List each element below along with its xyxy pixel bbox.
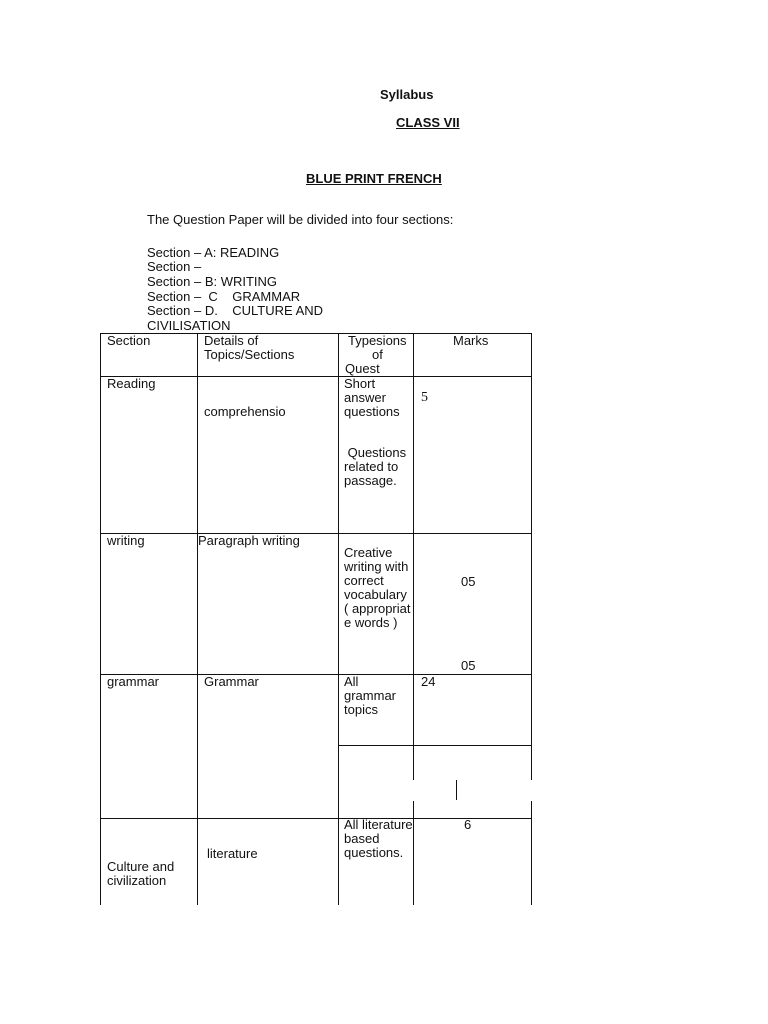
row-reading-details: comprehensio (204, 404, 286, 419)
row-writing-types: writing with (344, 559, 409, 574)
row-writing-types: correct (344, 573, 384, 588)
row-writing-marks: 05 (461, 574, 476, 589)
row-grammar-types: All (344, 674, 359, 689)
section-item: Section – (147, 259, 202, 274)
row-reading-types: related to (344, 459, 399, 474)
header-marks: Marks (453, 333, 489, 348)
section-item: Section – C GRAMMAR (147, 289, 301, 304)
header-types-line2: of (372, 347, 383, 362)
row-culture-marks: 6 (464, 817, 472, 832)
row-reading-types: Short (344, 376, 376, 391)
row-reading-types: passage. (344, 473, 397, 488)
table-border (531, 801, 532, 905)
row-culture-types: questions. (344, 845, 404, 860)
intro-text: The Question Paper will be divided into four sections: (147, 212, 454, 227)
header-details-line1: Details of (204, 333, 259, 348)
table-border (338, 745, 532, 746)
row-grammar-marks: 24 (421, 674, 436, 689)
table-border (100, 533, 532, 534)
header-section: Section (107, 333, 151, 348)
row-writing-marks: 05 (461, 658, 476, 673)
row-writing-types: vocabulary (344, 587, 407, 602)
table-border (531, 333, 532, 780)
section-item: CIVILISATION (147, 318, 231, 333)
table-border (338, 333, 339, 905)
row-grammar-types: topics (344, 702, 378, 717)
table-border (413, 333, 414, 780)
row-writing-types: Creative (344, 545, 393, 560)
table-border (100, 376, 532, 377)
row-grammar-details: Grammar (204, 674, 259, 689)
table-border (100, 674, 532, 675)
table-border (413, 801, 414, 905)
row-writing-details: Paragraph writing (198, 533, 300, 548)
row-grammar-types: grammar (344, 688, 397, 703)
row-writing-types: ( appropriat (344, 601, 411, 616)
row-culture-details: literature (207, 846, 258, 861)
table-border (197, 333, 198, 905)
row-writing-section: writing (107, 533, 145, 548)
row-reading-types: answer (344, 390, 386, 405)
row-culture-section: civilization (107, 873, 167, 888)
section-item: Section – B: WRITING (147, 274, 278, 289)
row-reading-types: questions (344, 404, 400, 419)
header-types-line3: Quest (345, 361, 380, 376)
class-label: CLASS VII (396, 115, 460, 130)
stray-line-mark (456, 780, 457, 800)
header-details-line2: Topics/Sections (204, 347, 295, 362)
row-writing-types: e words ) (344, 615, 398, 630)
row-culture-types: All literature (344, 817, 413, 832)
row-reading-types: Questions (344, 445, 407, 460)
row-reading-section: Reading (107, 376, 156, 391)
row-culture-section: Culture and (107, 859, 175, 874)
document-title: Syllabus (380, 87, 434, 102)
row-culture-types: based (344, 831, 380, 846)
document-subtitle: BLUE PRINT FRENCH (306, 171, 442, 186)
header-types-line1: Typesions (348, 333, 407, 348)
section-item: Section – D. CULTURE AND (147, 303, 324, 318)
row-reading-marks: 5 (421, 390, 428, 405)
row-grammar-section: grammar (107, 674, 160, 689)
table-border (100, 333, 101, 905)
section-item: Section – A: READING (147, 245, 280, 260)
